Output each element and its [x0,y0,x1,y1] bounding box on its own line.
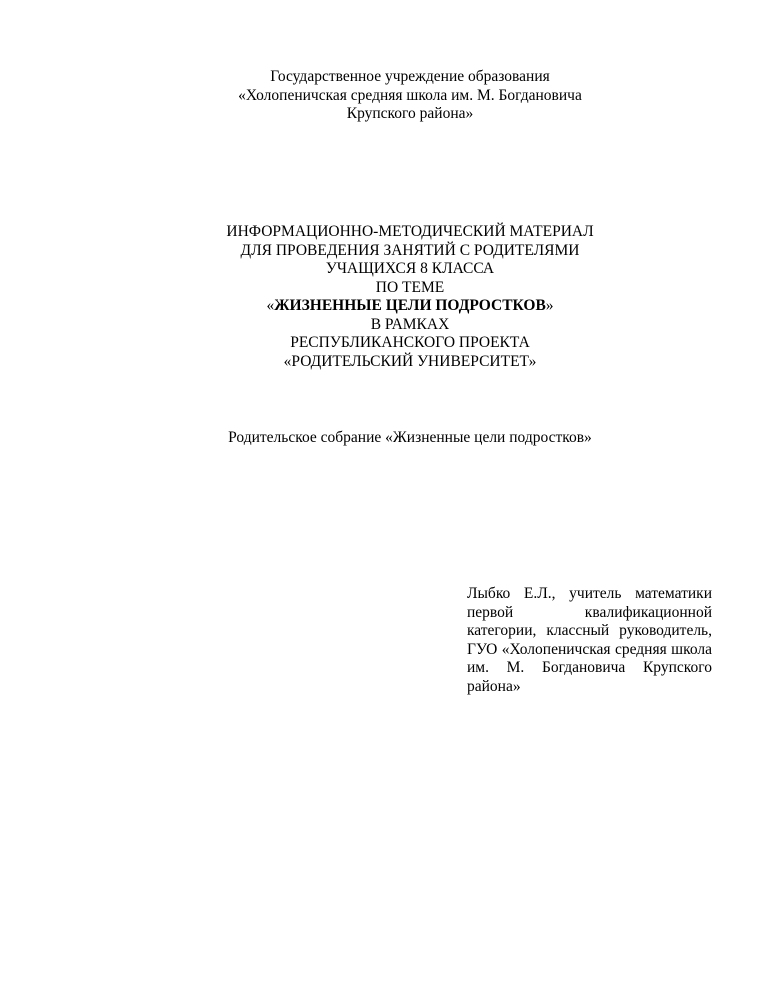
meeting-subtitle [150,429,670,448]
title-line-1: ИНФОРМАЦИОННО-МЕТОДИЧЕСКИЙ МАТЕРИАЛ [226,223,594,240]
title-line-7: РЕСПУБЛИКАНСКОГО ПРОЕКТА [290,334,530,351]
institution-line-3: Крупского района» [346,105,474,122]
title-topic-line [150,297,670,316]
subtitle-text: Родительское собрание «Жизненные цели подростков» [228,429,592,446]
title-line-3: УЧАЩИХСЯ 8 КЛАССА [325,260,495,277]
author-block: Лыбко Е.Л., учитель математики первой квалификационной категории, классный руководитель, ГУО «Холопеничская средняя школа им. М. Богдановича Крупского района» [467,585,712,695]
title-line-4: ПО ТЕМЕ [375,278,445,296]
title-line-8: «РОДИТЕЛЬСКИЙ УНИВЕРСИТЕТ» [283,352,537,370]
topic-title: ЖИЗНЕННЫЕ ЦЕЛИ ПОДРОСТКОВ [274,297,546,314]
topic-close-quote: » [545,297,554,314]
institution-header [150,68,670,124]
title-line-2: ДЛЯ ПРОВЕДЕНИЯ ЗАНЯТИЙ С РОДИТЕЛЯМИ [240,241,580,259]
institution-line-2: «Холопеничская средняя школа им. М. Богдановича [238,86,582,104]
title-line-6: В РАМКАХ [370,315,450,333]
topic-open-quote: « [266,297,275,314]
institution-line-1: Государственное учреждение образования [270,68,550,85]
document-title [150,223,670,371]
